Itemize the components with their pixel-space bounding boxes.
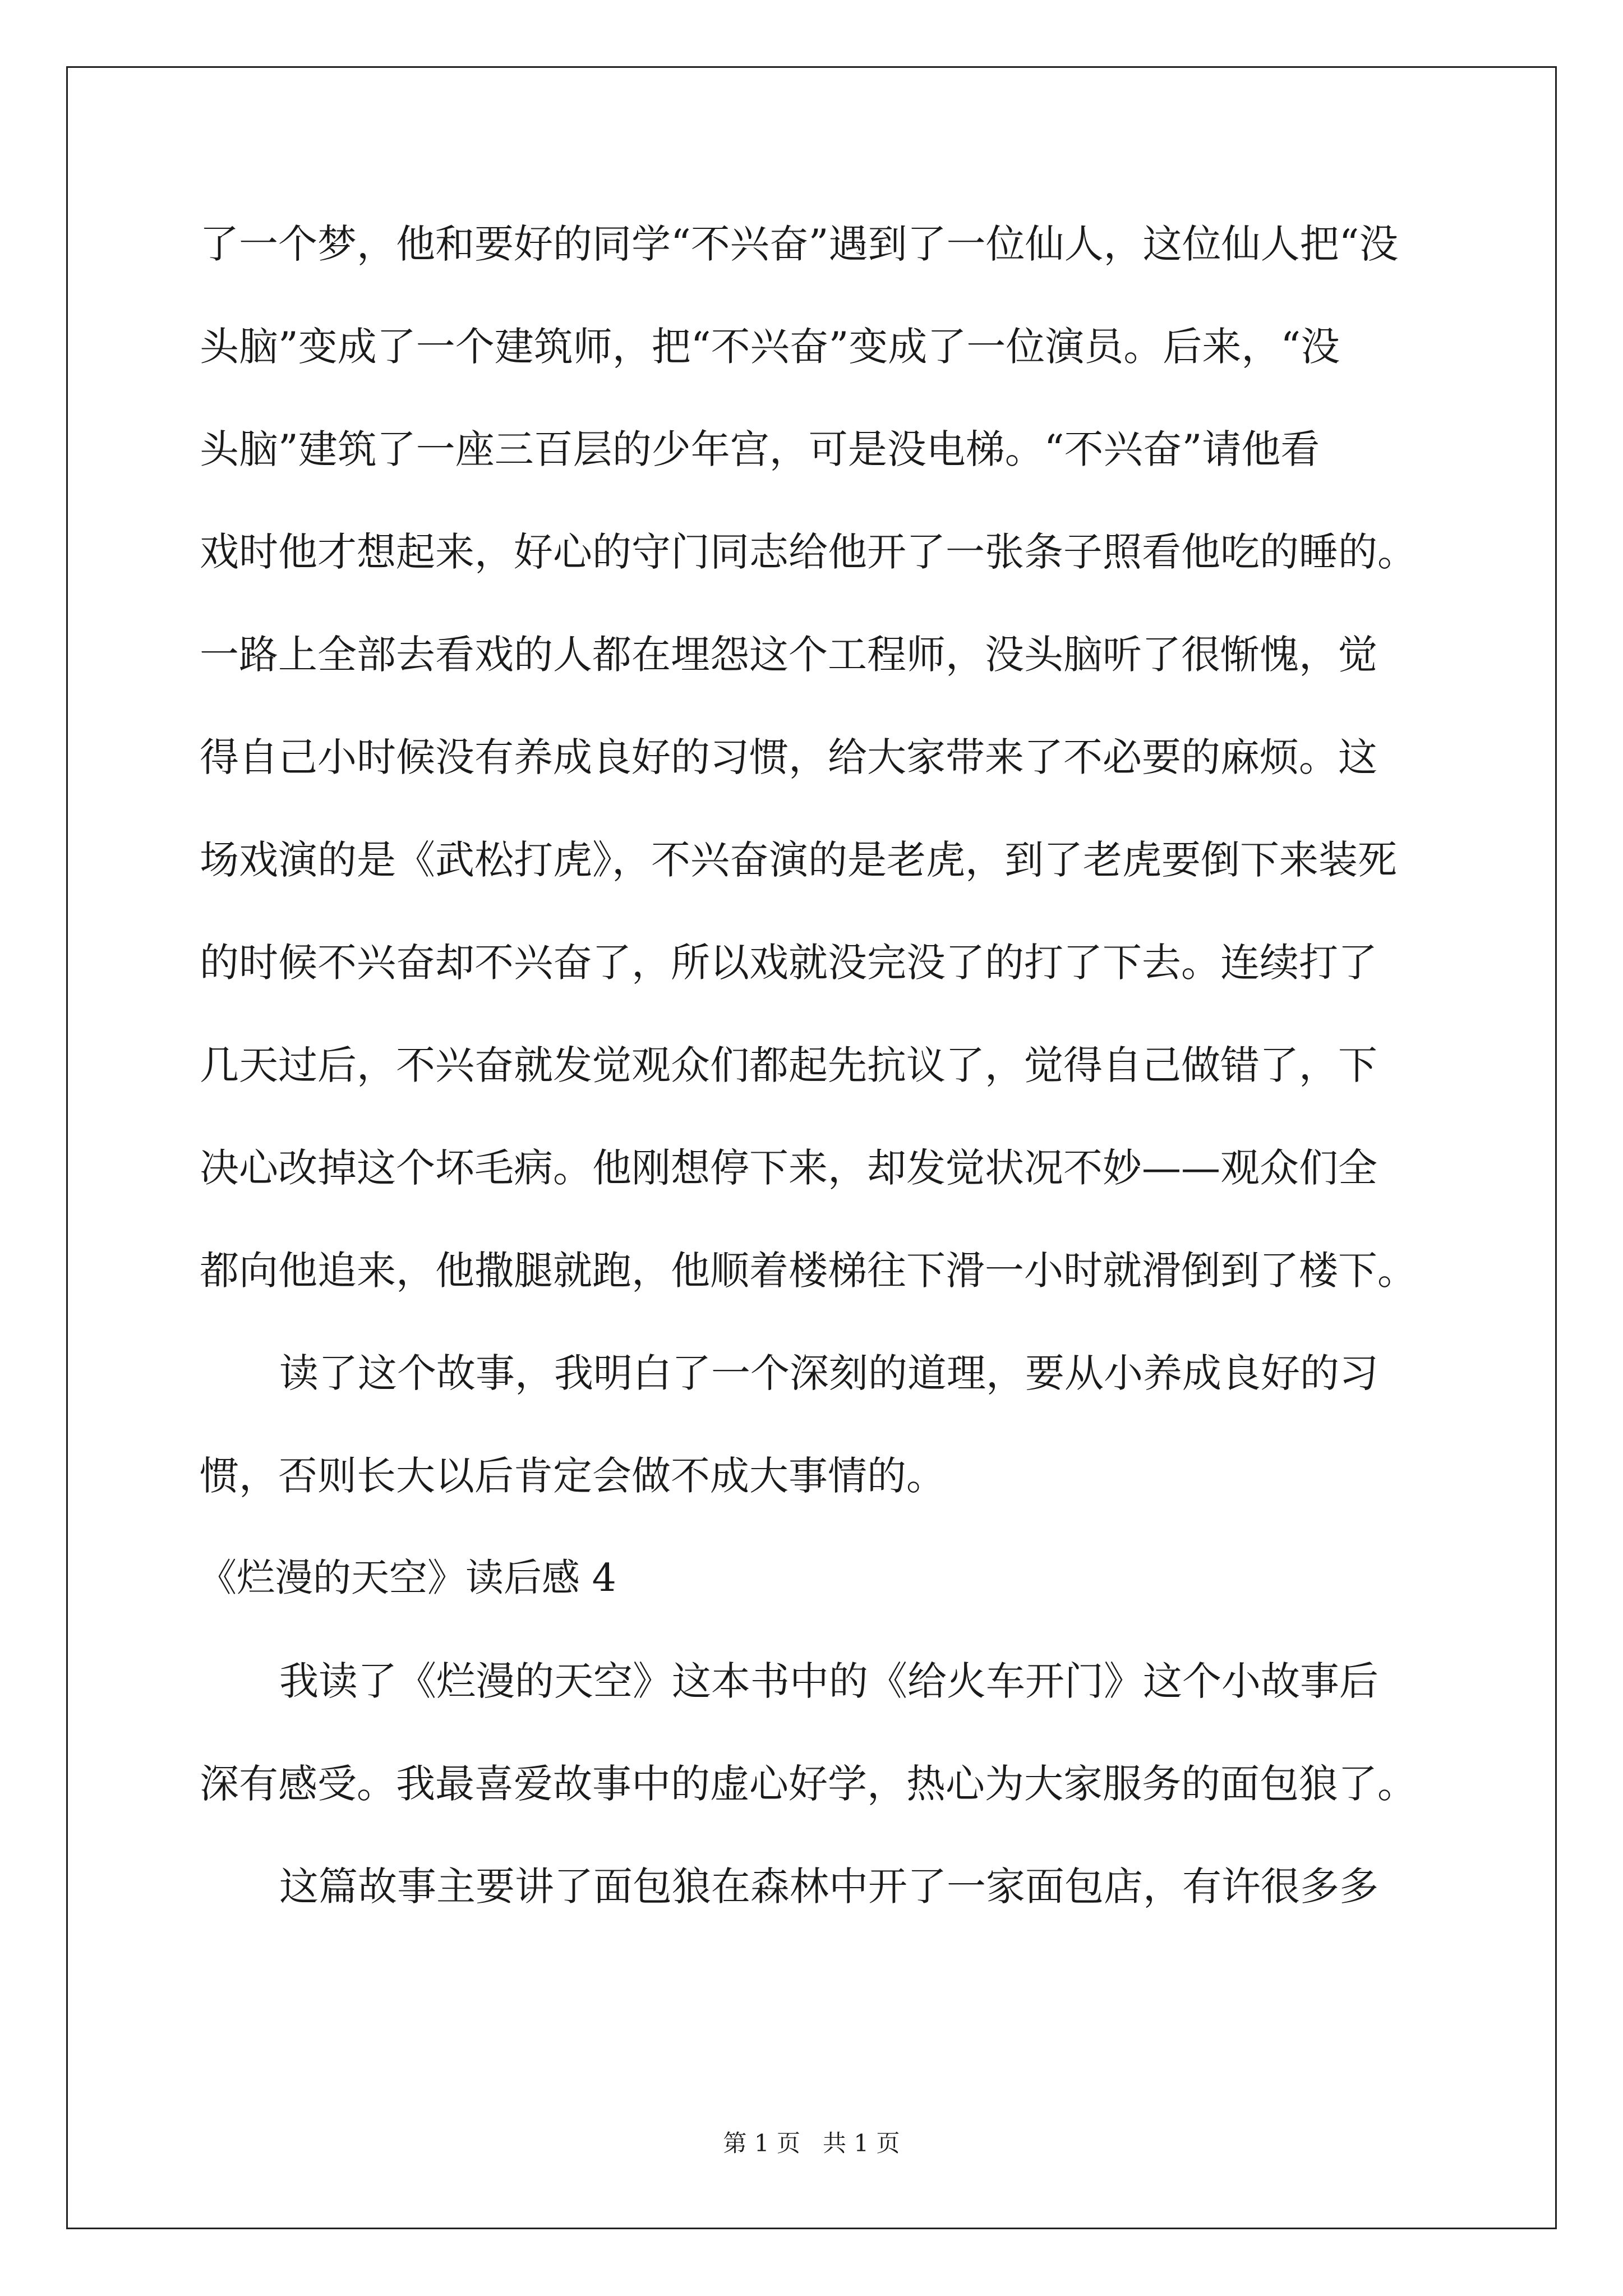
body-text-line: 场戏演的是《武松打虎》，不兴奋演的是老虎，到了老虎要倒下来装死 [200, 837, 1397, 883]
paragraph-first-line: 读了这个故事，我明白了一个深刻的道理，要从小养成良好的习 [279, 1350, 1378, 1396]
body-text-line: 了一个梦，他和要好的同学“不兴奋”遇到了一位仙人，这位仙人把“没 [200, 221, 1399, 267]
body-text-line: 惯，否则长大以后肯定会做不成大事情的。 [200, 1453, 946, 1499]
body-text-line: 几天过后，不兴奋就发觉观众们都起先抗议了，觉得自己做错了，下 [200, 1042, 1377, 1088]
paragraph-first-line: 我读了《烂漫的天空》这本书中的《给火车开门》这个小故事后 [279, 1658, 1378, 1704]
body-text-line: 都向他追来，他撒腿就跑，他顺着楼梯往下滑一小时就滑倒到了楼下。 [200, 1248, 1417, 1294]
body-text-line: 的时候不兴奋却不兴奋了，所以戏就没完没了的打了下去。连续打了 [200, 940, 1377, 986]
paragraph-first-line: 这篇故事主要讲了面包狼在森林中开了一家面包店，有许很多多 [279, 1864, 1378, 1910]
section-heading: 《烂漫的天空》读后感 4 [199, 1556, 616, 1600]
page-footer: 第 1 页 共 1 页 [723, 2129, 900, 2157]
body-text-line: 决心改掉这个坏毛病。他刚想停下来，却发觉状况不妙——观众们全 [200, 1145, 1377, 1191]
body-text-line: 头脑”变成了一个建筑师，把“不兴奋”变成了一位演员。后来，“没 [200, 324, 1340, 370]
body-text-line: 得自己小时候没有养成良好的习惯，给大家带来了不必要的麻烦。这 [200, 734, 1377, 780]
body-text-line: 头脑”建筑了一座三百层的少年宫，可是没电梯。“不兴奋”请他看 [200, 426, 1320, 472]
body-text-line: 戏时他才想起来，好心的守门同志给他开了一张条子照看他吃的睡的。 [200, 529, 1417, 575]
body-text-line: 深有感受。我最喜爱故事中的虚心好学，热心为大家服务的面包狼了。 [200, 1761, 1417, 1807]
body-text-line: 一路上全部去看戏的人都在埋怨这个工程师，没头脑听了很惭愧，觉 [200, 632, 1377, 678]
